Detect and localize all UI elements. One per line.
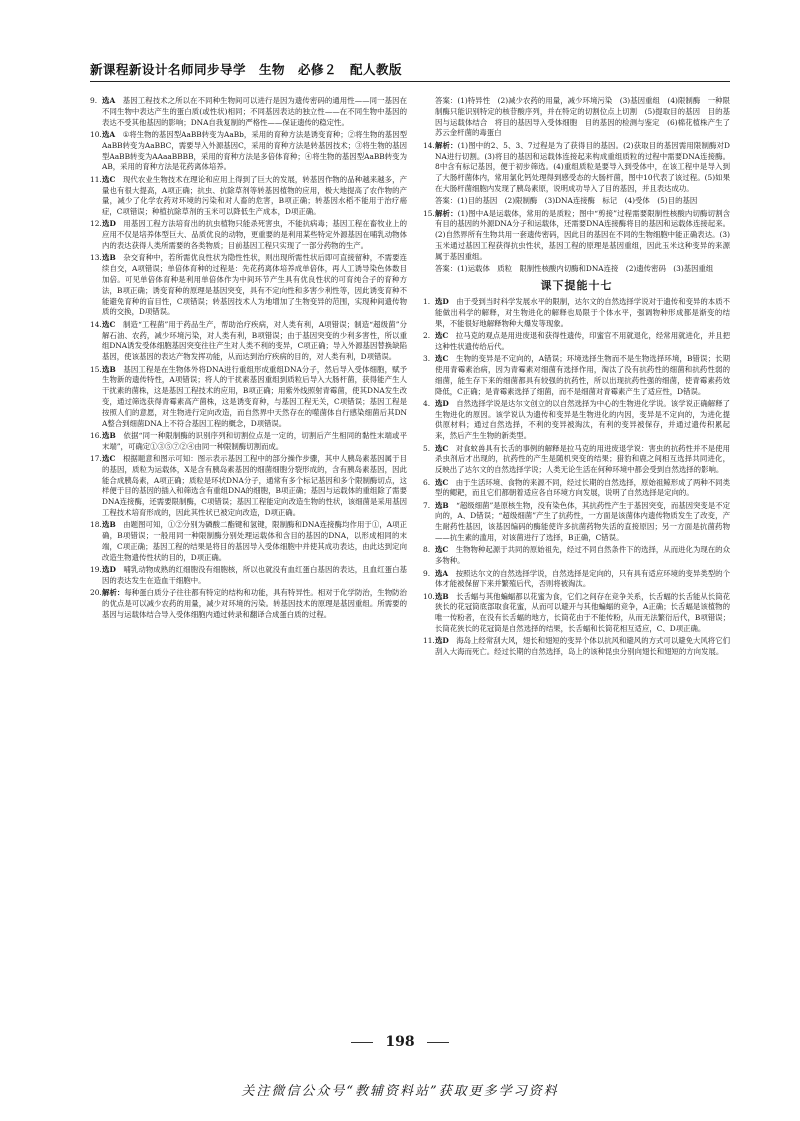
answer-text: ①将生物的基因型AaBB转变为AaBb，采用的育种方法是诱变育种；②将生物的基因型AaBB转变为AaBBC，需要导入外源基因C，采用的育种方法是转基因技术；③将生物的基因型AaBB转变为AAaaBBBB，采用的育种方法是多倍体育种；④将生物的基因型AaBB转变为AB，采用的育种方法是花药离体培养。	[102, 129, 407, 172]
answer-text: 用基因工程方法培育出的抗虫植物只能杀死害虫，不能抗病毒；基因工程在畜牧业上的应用不仅是培养体型巨大、品质优良的动物，更重要的是利用某些特定外源基因在哺乳动物体内的表达获得人类所需要的各类物质；目前基因工程只实现了一部分药物的生产。	[102, 219, 407, 251]
answer-item	[423, 569, 730, 591]
answer-text: 生物物种起源于共同的原始祖先，经过不同自然条件下的选择，从而进化为现在的众多物种。	[435, 545, 730, 566]
answer-item	[423, 501, 730, 544]
answer-text: (1)运载体 质粒 限制性核酸内切酶和DNA连接 (2)遗传密码 (3)基因重组	[457, 264, 714, 274]
answer-number: 20.	[90, 588, 102, 598]
answer-number: 10.	[90, 129, 102, 139]
answer-lead: 选B	[102, 520, 124, 530]
section-answers	[423, 297, 730, 658]
answer-text: 长舌蝠与其他蝙蝠都以花蜜为食，它们之间存在竞争关系，长舌蝠的长舌能从长筒花狭长的花冠筒底部取食花蜜，从而可以避开与其他蝙蝠的竞争，A正确；长舌蝠是该植物的唯一传粉者，在没有长舌蝠的地方，长筒花由于不能传粉，从而无法繁衍后代，B项错误；长筒花狭长的花冠筒是自然选择的结果，长舌蝠和长筒花相互适应，C、D项正确。	[435, 591, 730, 634]
page-number	[0, 1034, 800, 1050]
header-divider	[90, 81, 730, 82]
answer-number: 8.	[423, 545, 431, 555]
answer-number: 9.	[423, 568, 431, 578]
answer-text: (1)图中的2、5、3、7过程是为了获得目的基因。(2)获取目的基因需用限制酶对DNA进行切割。(3)将目的基因和运载体连接起来构成重组质粒的过程中需要DNA连接酶。8中含有标记基因，便于初步筛选。(4)重组质粒是要导入到受体中，在该工程中是导入到了大肠杆菌体内，常用氯化钙处理得到感受态的大肠杆菌，图中10代表了该过程。(5)如果在大肠杆菌细胞内发现了胰岛素原，说明成功导入了目的基因，并且表达成功。	[435, 140, 730, 193]
answer-number: 18.	[90, 520, 102, 530]
answer-number: 12.	[90, 219, 102, 229]
answer-text: 按照达尔文的自然选择学说，自然选择是定向的，只有具有适应环境的变异类型的个体才能被保留下来并繁殖后代，否则将被淘汰。	[435, 568, 730, 589]
answer-item	[90, 219, 407, 251]
answer-number: 5.	[423, 443, 431, 453]
answer-item	[423, 297, 730, 329]
answer-item	[90, 431, 407, 453]
page-number-dash-left	[351, 1042, 373, 1043]
answer-item	[423, 264, 730, 275]
answer-item	[423, 399, 730, 442]
answer-lead: 选D	[102, 565, 124, 575]
answer-text: 基因工程技术之所以在不同种生物间可以进行是因为遗传密码的通用性——同一基因在不同生物中表达产生的蛋白质(或性状)相同；不同基因表达的独立性——在不同生物中基因的表达不受其他基因的影响；DNA自我复制的严格性——保证遗传的稳定性。	[102, 96, 407, 127]
answer-item	[90, 588, 407, 620]
answer-item	[423, 209, 730, 263]
answer-item	[90, 454, 407, 519]
answer-number: 3.	[423, 354, 431, 364]
answer-text: 生物的变异是不定向的，A错误；环境选择生物而不是生物选择环境，B错误；长期使用青霉素治病，因为青霉素对细菌有选择作用，淘汰了没有抗药性的细菌和抗药性弱的细菌，能生存下来的细菌都具有较强的抗药性，所以出现抗药性强的细菌，使青霉素药效降低，C正确；是青霉素选择了细菌，而不是细菌对青霉素产生了适应性，D错误。	[435, 354, 730, 396]
answer-lead: 选D	[435, 636, 457, 646]
answer-number: 7.	[423, 500, 431, 510]
answer-number: 2.	[423, 330, 431, 340]
answer-item	[423, 478, 730, 500]
answer-text: 自然选择学说是达尔文创立的以自然选择为中心的生物进化学说。该学说正确解释了生物进化的原因。该学说认为遗传和变异是生物进化的内因，变异是不定向的，为进化提供原材料；通过自然选择，不利的变异被淘汰，有利的变异被保存，并通过遗传积累起来，然后产生生物的新类型。	[435, 398, 730, 441]
answer-lead: 选C	[435, 545, 456, 555]
answer-lead: 选A	[102, 96, 123, 105]
page-number-dash-right	[427, 1042, 449, 1043]
answer-number: 9.	[90, 96, 98, 105]
answer-lead: 解析：	[435, 208, 458, 218]
answer-lead: 选A	[435, 568, 456, 578]
answer-text: 依据“同一种限制酶的识别序列和切割位点是一定的，切割后产生相同的黏性末端或平末端”，可确定①③⑤⑦②④由同一种限制酶切割而成。	[102, 430, 407, 451]
right-column	[423, 96, 730, 1021]
answer-lead: 选B	[435, 500, 457, 510]
left-column	[90, 96, 407, 1021]
answer-text: 基因工程是在生物体外将DNA进行重组形成重组DNA分子，然后导入受体细胞，赋予生物新的遗传特性，A项错误；将人的干扰素基因重组到质粒后导入大肠杆菌，获得能产生人干扰素的菌株，这是基因工程技术的应用，B项正确；用紫外线照射青霉菌，使其DNA发生改变，通过筛选获得青霉素高产菌株，这是诱变育种，与基因工程无关，C项错误；基因工程是按照人们的意愿，对生物进行定向改造，而自然界中天然存在的噬菌体自行感染细菌后其DNA整合到细菌DNA上不符合基因工程的概念，D项错误。	[102, 364, 407, 428]
answer-item	[90, 520, 407, 563]
answer-lead: 选C	[102, 174, 123, 184]
answer-number: 10.	[423, 591, 435, 601]
answer-number: 15.	[90, 364, 102, 374]
section-title: 课下提能十七	[540, 279, 613, 292]
answer-text: 现代农业生物技术在理论和应用上得到了巨大的发展，转基因作物的品种越来越多，产量也有很大提高，A项正确；抗虫、抗除草剂等转基因植物的应用，极大地提高了农作物的产量，减少了化学农药对环境的污染和对人畜的危害，B项正确；转基因水稻不能用于治疗癌症，C项错误；种植抗除草剂的玉米可以降低生产成本，D项正确。	[102, 174, 407, 217]
answer-text: 由于受到当时科学发展水平的限制，达尔文的自然选择学说对于遗传和变异的本质不能做出科学的解释，对生物进化的解释也局限于个体水平，强调物种形成都是渐变的结果，不能很好地解释物种大爆发等现象。	[435, 297, 730, 328]
answer-item	[90, 320, 407, 363]
answer-lead: 选D	[435, 297, 457, 307]
header-title: 新课程新设计名师同步导学 生物 必修２ 配人教版	[90, 62, 403, 77]
answer-item	[423, 592, 730, 635]
answer-lead: 选A	[102, 129, 123, 139]
answer-text: 制造“工程菌”用于药品生产，帮助治疗疾病，对人类有利，A项错误；制造“超级菌”分解石油、农药，减少环境污染，对人类有利，B项错误；由于基因突变的少利多害性，所以重组DNA诱发受体细胞基因突变往往产生对人类不利的变异，C项正确；导入外源基因替换缺陷基因，使该基因的表达产物发挥功能，从而达到治疗疾病的目的，对人类有利，D项错误。	[102, 319, 407, 362]
answer-lead: 选C	[435, 330, 456, 340]
answer-text: 由题图可知，①②分别为磷酸二酯键和氢键，限制酶和DNA连接酶均作用于①，A项正确，B项错误；一般用同一种限制酶分别处理运载体和含目的基因的DNA，以形成相同的末端，C项正确；基因工程的结果是将目的基因导入受体细胞中并使其成功表达，由此达到定向改造生物遗传性状的目的，D项正确。	[102, 520, 407, 562]
answer-lead: 答案：	[435, 196, 458, 206]
answer-number: 6.	[423, 477, 431, 487]
answer-lead: 选C	[102, 454, 123, 463]
answer-lead: 选B	[102, 364, 124, 374]
answer-lead: 选D	[102, 219, 124, 229]
answer-number: 14.	[90, 319, 102, 329]
answer-item	[423, 354, 730, 397]
answer-number: 15.	[423, 208, 435, 218]
answer-lead: 选C	[102, 319, 124, 329]
answer-text: (1)特异性 (2)减少农药的用量，减少环境污染 (3)基因重组 (4)限制酶 一种限制酶只能识别特定的核苷酸序列，并在特定的切割位点上切割 (5)提取目的基因 目的基因与运载体结合 将目的基因导入受体细胞 目的基因的检测与鉴定 (6)棉花植株产生了苏云金杆菌的毒蛋白	[435, 96, 730, 138]
answer-item	[423, 636, 730, 658]
answer-text: “超级细菌”是原核生物，没有染色体，其抗药性产生于基因突变，而基因突变是不定向的，A、D错误；“超级细菌”产生了抗药性，一方面是该菌体内遗传物质发生了改变，产生耐药性基因，该基因编码的酶能使许多抗菌药物失活的直接原因；另一方面是抗菌药物——抗生素的滥用，对该菌进行了选择，B正确，C错误。	[435, 500, 730, 543]
answer-item	[423, 331, 730, 353]
answer-number: 4.	[423, 398, 431, 408]
answer-item	[423, 545, 730, 567]
answer-lead: 解析：	[435, 140, 458, 150]
answer-number: 11.	[90, 174, 102, 184]
answer-item	[90, 130, 407, 173]
answer-lead: 选C	[435, 354, 457, 364]
answer-number: 1.	[423, 297, 431, 307]
answer-item	[423, 141, 730, 195]
page-header	[90, 60, 730, 82]
answer-number: 11.	[423, 636, 435, 646]
answer-lead: 选B	[435, 591, 457, 601]
answer-item	[90, 253, 407, 318]
answer-item	[423, 196, 730, 207]
answer-lead: 选B	[102, 430, 124, 440]
answer-text: 每种蛋白质分子往往都有特定的结构和功能，具有特异性。相对于化学防治，生物防治的优点是可以减少农药的用量，减少对环境的污染。转基因技术的原理是基因重组。所需要的基因与运载体结合导入受体细胞内通过转录和翻译合成蛋白质的过程。	[102, 588, 407, 619]
answer-number: 13.	[90, 253, 102, 263]
answer-text: 哺乳动物成熟的红细胞没有细胞核，所以也就没有血红蛋白基因的表达，且血红蛋白基因的表达发生在造血干细胞中。	[102, 565, 407, 585]
answer-item	[90, 96, 407, 128]
answer-text: 由于生活环境、食物的来源不同，经过长期的自然选择，原始祖鲸形成了两种不同类型的鳃耙，而且它们都朝着适应各自环境方向发展，说明了自然选择是定向的。	[435, 477, 730, 498]
answers-continued	[423, 96, 730, 275]
answer-lead: 选B	[102, 253, 124, 263]
answer-text: 根据题意和图示可知：图示表示基因工程中的部分操作步骤，其中人胰岛素基因属于目的基因，质粒为运载体，X是含有胰岛素基因的细菌细胞分裂形成的，含有胰岛素基因，因此能合成胰岛素，A项正确；质粒是环状DNA分子，通常有多个标记基因和多个限制酶切点，这样便于目的基因的插入和筛选含有重组DNA的细胞，B项正确；基因与运载体的重组除了需要DNA连接酶，还需要限制酶，C项错误；基因工程能定向改造生物的性状，该细菌是采用基因工程技术培育形成的，因此其性状已被定向改造，D项正确。	[102, 454, 407, 518]
answer-text: 海岛上经常刮大风，翅长和翅短的变异个体以抗风和避风的方式可以避免大风将它们刮入大海而死亡。经过长期的自然选择，岛上的该种昆虫分别向翅长和翅短的方向发展。	[435, 636, 730, 657]
page-number-value: 198	[385, 1034, 415, 1050]
answer-lead: 选D	[435, 398, 457, 408]
answer-number: 17.	[90, 454, 102, 463]
answer-item	[90, 565, 407, 587]
answer-lead: 解析：	[102, 588, 125, 598]
answer-lead: 答案：	[435, 264, 458, 274]
answer-text: 对食蚊兽具有长舌的事例的解释是拉马克的用进废退学说：害虫的抗药性并不是使用杀虫剂后才出现的，抗药性的产生是随机突变的结果；猎豹和鹿之间相互选择共同进化，反映出了达尔文的自然选择学说；人类无论生活在何种环境中都会受到自然选择的影响。	[435, 443, 730, 475]
answer-item	[423, 96, 730, 139]
answer-number: 14.	[423, 140, 435, 150]
answer-text: (1)目的基因 (2)限制酶 (3)DNA连接酶 标记 (4)受体 (5)目的基因	[457, 196, 698, 206]
answer-text: 杂交育种中，若所需优良性状为隐性性状，则出现所需性状后即可直接留种，不需要连续自交，A项错误；单倍体育种的过程是：先花药离体培养成单倍体，再人工诱导染色体数目加倍。可见单倍体育种是利用单倍体作为中间环节产生具有优良性状的可育纯合子的育种方法，B项正确；诱变育种的原理是基因突变，具有不定向性和多害少利性等，因此诱变育种不能避免育种的盲目性，C项错误；转基因技术人为地增加了生物变异的范围，实现种间遗传物质的交换，D项错误。	[102, 253, 407, 317]
answer-number: 16.	[90, 430, 102, 440]
answer-lead: 选C	[435, 477, 456, 487]
answer-number: 19.	[90, 565, 102, 575]
answer-lead: 选C	[435, 443, 456, 453]
answer-item	[90, 175, 407, 218]
answer-item	[90, 365, 407, 430]
answer-item	[423, 444, 730, 476]
footer-notice: 关注微信公众号“教辅资料站”获取更多学习资料	[241, 1084, 559, 1099]
answer-text: (1)图中A是运载体，常用的是质粒；图中“剪接”过程需要限制性核酸内切酶切割含有目的基因的外源DNA分子和运载体，还需要DNA连接酶将目的基因和运载体连接起来。(2)自然界所有生物共用一套遗传密码，因此目的基因在不同的生物细胞中能正确表达。(3)玉米通过基因工程获得抗虫性状，基因工程的原理是基因重组，因此玉米这种变异的来源属于基因重组。	[435, 208, 730, 261]
answer-text: 拉马克的观点是用进废退和获得性遗传，印蜜官不用就退化，经常用就进化，并且把这种性状遗传给后代。	[435, 330, 730, 351]
answer-lead: 答案：	[435, 96, 458, 105]
